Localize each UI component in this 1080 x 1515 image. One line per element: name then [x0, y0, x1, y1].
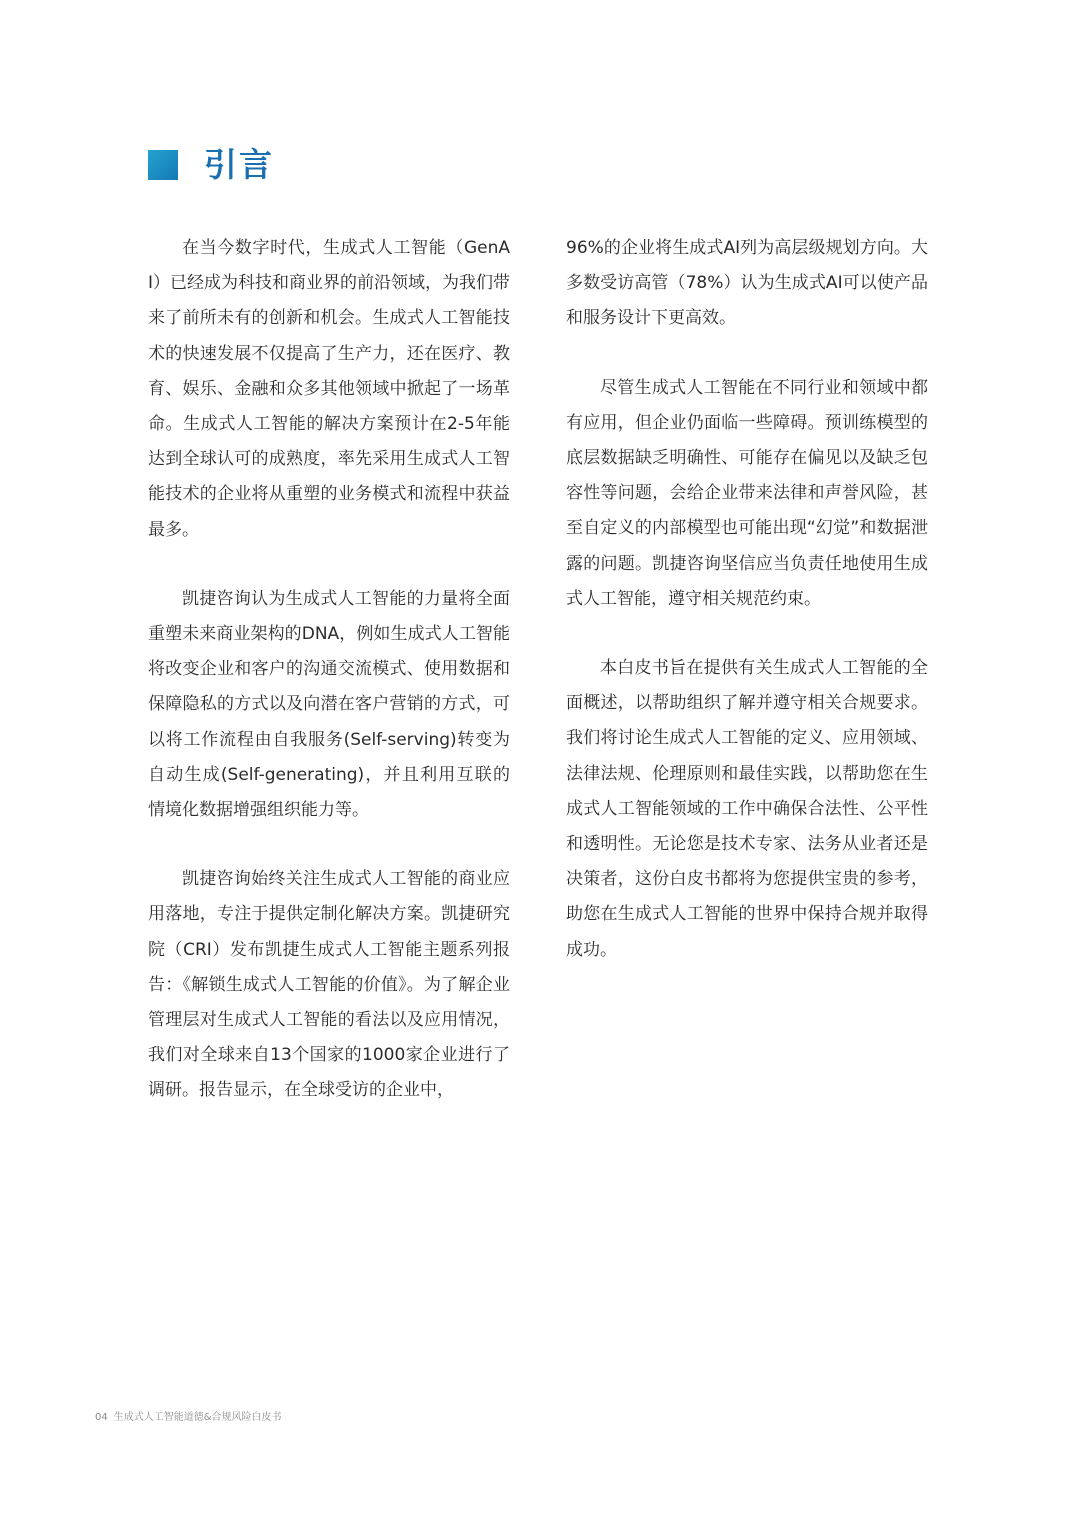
left-column — [148, 231, 510, 1143]
paragraph-continuation: 96%的企业将生成式AI列为高层级规划方向。大多数受访高管（78%）认为生成式AI可以使产品和服务设计下更高效。 — [566, 238, 928, 329]
page-number: 04 — [95, 1412, 108, 1423]
heading-square-icon — [148, 150, 178, 180]
right-column — [566, 231, 928, 1002]
paragraph: 凯捷咨询始终关注生成式人工智能的商业应用落地，专注于提供定制化解决方案。凯捷研究院（CRI）发布凯捷生成式人工智能主题系列报告：《解锁生成式人工智能的价值》。为了解企业管理层对生成式人工智能的看法以及应用情况，我们对全球来自13个国家的1000家企业进行了调研。报告显示，在全球受访的企业中， — [148, 869, 510, 1101]
paragraph: 凯捷咨询认为生成式人工智能的力量将全面重塑未来商业架构的DNA，例如生成式人工智能将改变企业和客户的沟通交流模式、使用数据和保障隐私的方式以及向潜在客户营销的方式，可以将工作流程由自我服务(Self-serving)转变为自动生成(Self-generating)，并且利用互联的情境化数据增强组织能力等。 — [148, 588, 510, 821]
footer-doc-title: 生成式人工智能道德&合规风险白皮书 — [113, 1412, 282, 1423]
page-footer — [95, 1408, 288, 1423]
paragraph: 本白皮书旨在提供有关生成式人工智能的全面概述，以帮助组织了解并遵守相关合规要求。我们将讨论生成式人工智能的定义、应用领域、法律法规、伦理原则和最佳实践，以帮助您在生成式人工智能领域的工作中确保合法性、公平性和透明性。无论您是技术专家、法务从业者还是决策者，这份白皮书都将为您提供宝贵的参考，助您在生成式人工智能的世界中保持合规并取得成功。 — [566, 658, 928, 960]
paragraph: 在当今数字时代，生成式人工智能（GenAI）已经成为科技和商业界的前沿领域，为我们带来了前所未有的创新和机会。生成式人工智能技术的快速发展不仅提高了生产力，还在医疗、教育、娱乐、金融和众多其他领域中掀起了一场革命。生成式人工智能的解决方案预计在2-5年能达到全球认可的成熟度，率先采用生成式人工智能技术的企业将从重塑的业务模式和流程中获益最多。 — [148, 238, 511, 540]
page-title: 引言 — [204, 145, 274, 184]
paragraph: 尽管生成式人工智能在不同行业和领域中都有应用，但企业仍面临一些障碍。预训练模型的底层数据缺乏明确性、可能存在偏见以及缺乏包容性等问题，会给企业带来法律和声誉风险，甚至自定义的内部模型也可能出现“幻觉”和数据泄露的问题。凯捷咨询坚信应当负责任地使用生成式人工智能，遵守相关规范约束。 — [566, 377, 928, 609]
section-heading — [148, 143, 274, 187]
